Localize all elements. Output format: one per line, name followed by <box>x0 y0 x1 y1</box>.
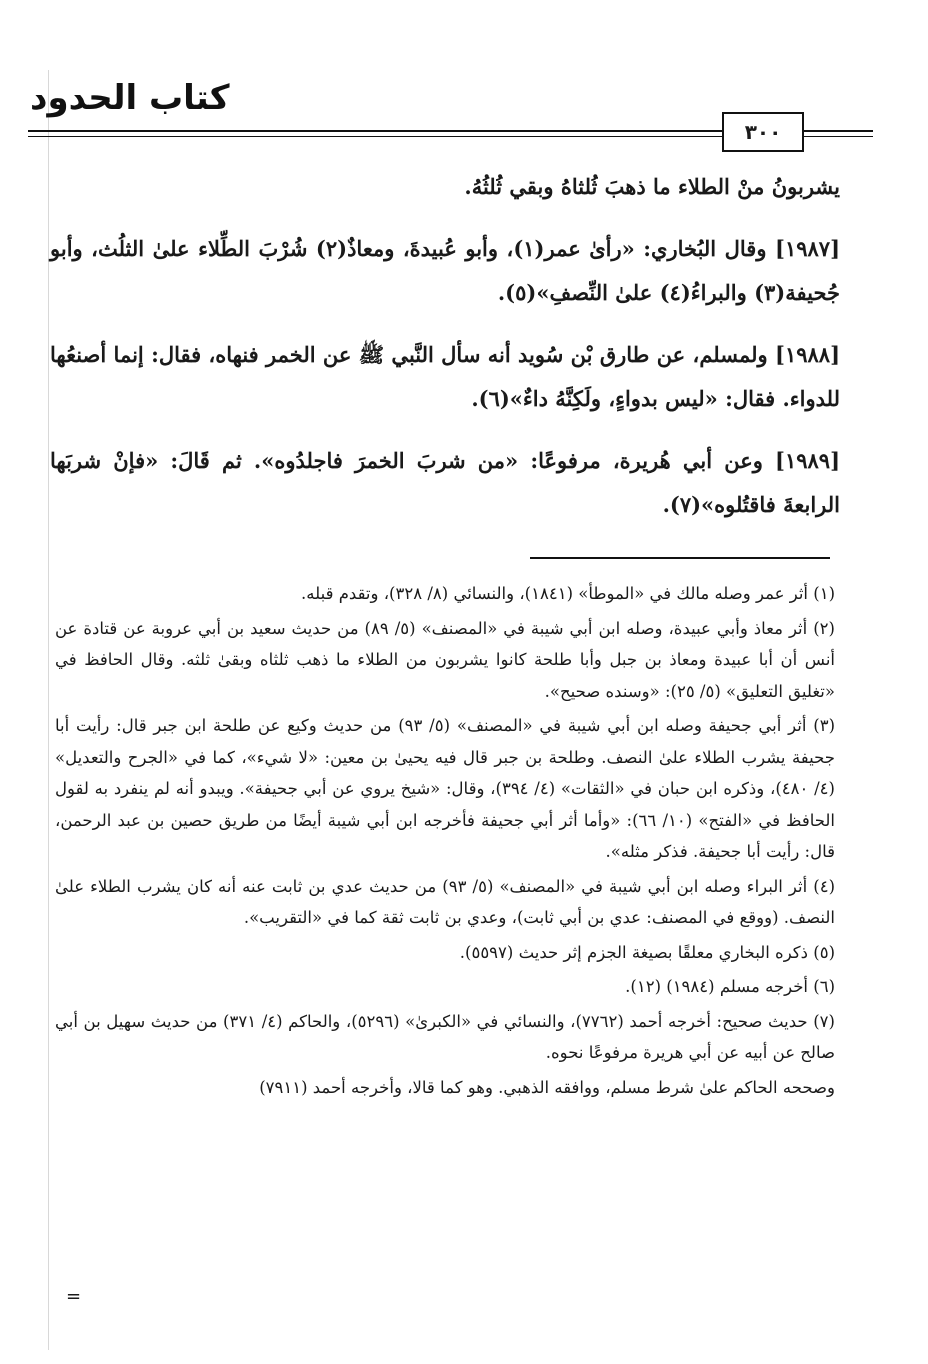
paragraph-text: وعن أبي هُريرة، مرفوعًا: <box>518 448 776 473</box>
hadith-number: [١٩٨٧] <box>775 236 840 261</box>
footnotes <box>55 578 835 1106</box>
paragraph-text: ولمسلم، عن طارق بْن سُويد أنه سأل النَّبي ﷺ عن الخمر فنهاه، فقال: إنما أصنعُها للدواء. فقال: «ليس بدواءٍ، ولَكِنَّهُ داءٌ»(٦). <box>50 342 840 411</box>
hadith-number: [١٩٨٨] <box>775 342 840 367</box>
main-text <box>50 165 840 545</box>
footnote-2: (٢) أثر معاذ وأبي عبيدة، وصله ابن أبي شيبة في «المصنف» (٥/ ٨٩) من حديث سعيد بن أبي عروبة عن قتادة عن أنس أن أبا عبيدة ومعاذ بن جبل وأبا طلحة كانوا يشربون من الطلاء ما ذهب ثلثاه وبقىٰ ثلثه. وقال الحافظ في «تغليق التعليق» (٥/ ٢٥): «وسنده صحيح». <box>55 618 835 701</box>
page-number: ٣٠٠ <box>722 112 804 152</box>
paragraph-1988 <box>50 333 840 421</box>
book-title: كتاب الحدود <box>30 78 230 118</box>
footnote-1: (١) أثر عمر وصله مالك في «الموطأ» (١٨٤١)، والنسائي (٨/ ٣٢٨)، وتقدم قبله. <box>301 584 835 603</box>
footnote-ref: (٧). <box>662 492 702 517</box>
hadith-number: [١٩٨٩] <box>775 448 841 473</box>
footnote-4: (٤) أثر البراء وصله ابن أبي شيبة في «المصنف» (٥/ ٩٣) من حديث عدي بن ثابت عنه أنه كان يشرب الطلاء علىٰ النصف. (ووقع في المصنف: عدي بن أبي ثابت)، وعدي بن ثابت ثقة كما في «التقريب». <box>55 876 836 927</box>
paragraph-intro: يشربونُ منْ الطلاء ما ذهبَ ثُلثاهُ وبقي ثُلثُهُ. <box>464 174 840 199</box>
margin-line <box>48 70 49 1350</box>
footnote-7-continued: وصححه الحاكم علىٰ شرط مسلم، ووافقه الذهبي. وهو كما قالا، وأخرجه أحمد (٧٩١١) <box>259 1077 835 1097</box>
hadith-quote: «من شربَ الخمرَ فاجلدُوه». ثم قَالَ: «فإنْ شربَها الرابعةَ فاقتُلوه» <box>50 448 840 517</box>
paragraph-1987 <box>50 227 840 315</box>
paragraph-text: وقال البُخاري: «رأىٰ عمر(١)، وأبو عُبيدةَ، ومعاذٌ(٢) شُرْبَ الطِّلاء علىٰ الثلُث، وأبو جُحيفة(٣) والبراءُ(٤) علىٰ النِّصفِ»(٥). <box>50 236 840 305</box>
footnote-7: (٧) حديث صحيح: أخرجه أحمد (٧٧٦٢)، والنسائي في «الكبرىٰ» (٥٢٩٦)، والحاكم (٤/ ٣٧١) من حديث سهيل بن أبي صالح عن أبيه عن أبي هريرة مرفوعًا نحوه. <box>55 1011 835 1062</box>
paragraph-1989 <box>50 439 840 527</box>
footnote-divider <box>530 557 830 559</box>
footnote-5: (٥) ذكره البخاري معلقًا بصيغة الجزم إثر حديث (٥٥٩٧). <box>459 942 835 962</box>
footnote-3: (٣) أثر أبي جحيفة وصله ابن أبي شيبة في «المصنف» (٥/ ٩٣) من حديث وكيع عن طلحة ابن جبر قال: رأيت أبا جحيفة يشرب الطلاء علىٰ النصف. وطلحة بن جبر قال فيه يحيىٰ بن معين: «لا شيء»، كما في «الجرح والتعديل» (٤/ ٤٨٠)، وذكره ابن حبان في «الثقات» (٤/ ٣٩٤)، وقال: «شيخ يروي عن أبي جحيفة». ويبدو أنه لم ينفرد به لقول الحافظ في «الفتح» (١٠/ ٦٦): «وأما أثر أبي جحيفة فأخرجه ابن أبي شيبة أيضًا من طريق حصين بن عبد الرحمن، قال: رأيت أبا جحيفة. فذكر مثله». <box>55 716 836 861</box>
footnote-6: (٦) أخرجه مسلم (١٩٨٤) (١٢). <box>625 977 835 996</box>
continuation-mark: = <box>66 1286 82 1307</box>
page-header <box>28 68 873 148</box>
